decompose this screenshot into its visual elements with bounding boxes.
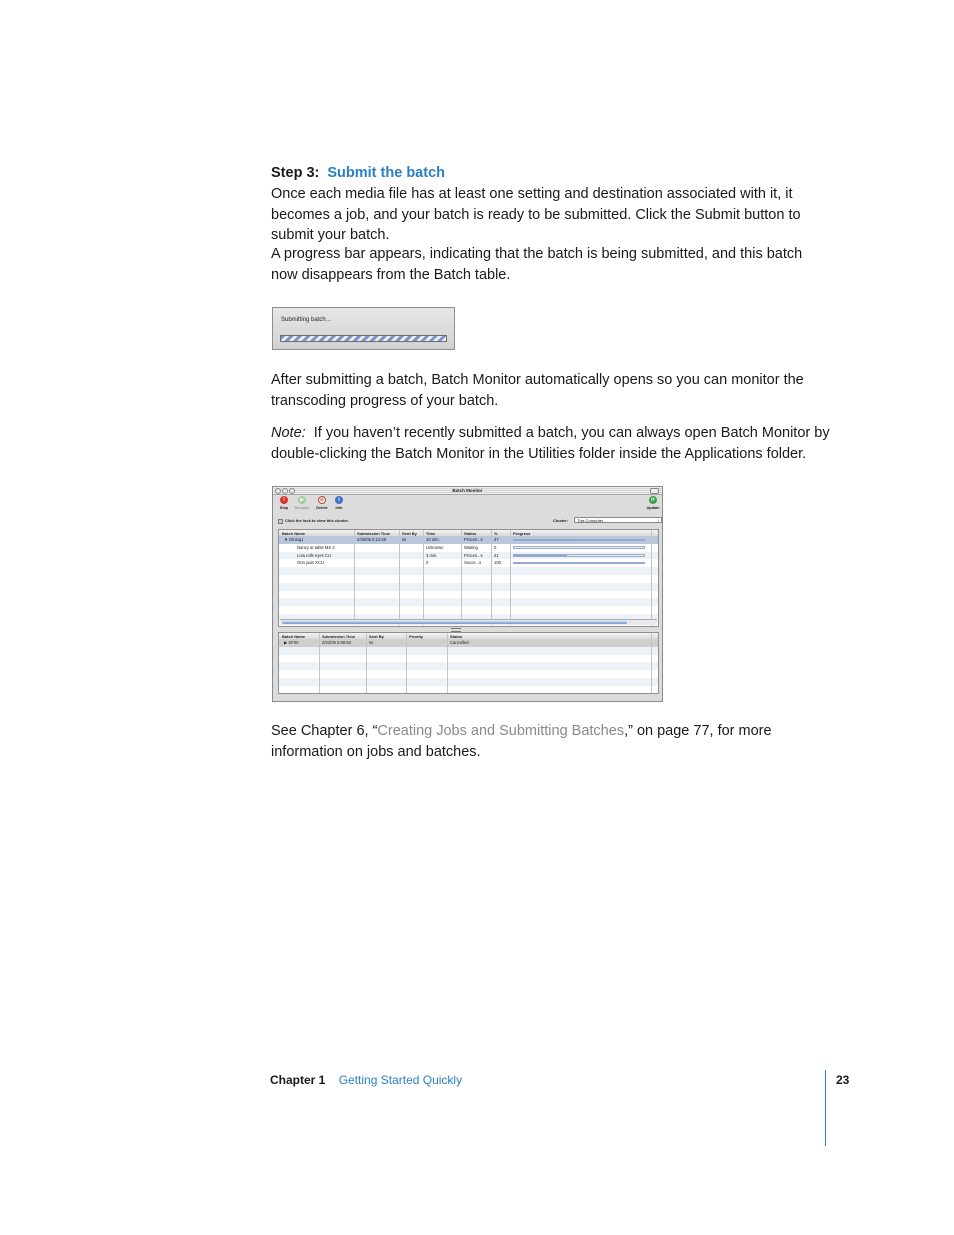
empty-row bbox=[279, 662, 658, 670]
submitting-dialog bbox=[272, 307, 455, 350]
empty-row bbox=[279, 647, 658, 655]
history-batch-table bbox=[278, 632, 659, 694]
empty-row bbox=[279, 575, 658, 583]
delete-button[interactable]: ⊘ Delete bbox=[316, 497, 328, 510]
submitting-label: Submitting batch… bbox=[281, 317, 332, 323]
cluster-select[interactable]: This Computer ↕ bbox=[574, 517, 662, 523]
cluster-label: Cluster: bbox=[553, 518, 569, 523]
note-label: Note: bbox=[271, 425, 306, 441]
step-paragraph-2: A progress bar appears, indicating that the batch is being submitted, and this batch now disappears from the Batch table. bbox=[271, 246, 803, 283]
update-button[interactable]: ⟳ Update bbox=[646, 497, 660, 510]
step-paragraph-1: Once each media file has at least one setting and destination associated with it, it becomes a job, and your batch is ready to be submitted. Click the Submit button to submit your batch. bbox=[271, 186, 801, 243]
note-paragraph: Note: If you haven’t recently submitted a batch, you can always open Batch Monitor by double-clicking the Batch Monitor in the Utilities folder inside the Applications folder. bbox=[271, 425, 830, 462]
chapter-title: Getting Started Quickly bbox=[338, 1073, 463, 1087]
cross-reference-link[interactable]: Creating Jobs and Submitting Batches bbox=[377, 723, 625, 739]
stop-button[interactable]: ! Stop bbox=[279, 497, 289, 510]
toolbar-toggle-icon[interactable] bbox=[650, 488, 659, 494]
stop-icon: ! bbox=[280, 496, 288, 504]
progress-bar bbox=[513, 562, 645, 565]
lock-message: Click the lock to view this cluster. bbox=[285, 518, 349, 523]
scrollbar-thumb[interactable] bbox=[282, 621, 627, 624]
table-row[interactable]: ▼ Dining1 2/26/05 5:12:56 ss 10 min. Proces...s 47 bbox=[279, 536, 658, 544]
empty-row bbox=[279, 606, 658, 614]
resume-button[interactable]: ▶ Resume bbox=[294, 497, 310, 510]
table-row[interactable]: Nancy at table MS 2 Unknown Waiting 0 bbox=[279, 544, 658, 552]
horizontal-scrollbar[interactable] bbox=[280, 619, 657, 625]
empty-row bbox=[279, 583, 658, 591]
info-button[interactable]: i Info bbox=[335, 497, 343, 510]
window-titlebar bbox=[273, 487, 662, 495]
window-title: Batch Monitor bbox=[452, 488, 483, 493]
submitting-progress-bar bbox=[280, 335, 447, 342]
empty-row bbox=[279, 686, 658, 694]
resume-icon: ▶ bbox=[298, 496, 306, 504]
progress-bar bbox=[513, 554, 645, 557]
table-row[interactable]: Lola rolls eyes CU 3 min. Proces...s 41 bbox=[279, 552, 658, 560]
empty-row bbox=[279, 678, 658, 686]
active-batch-table bbox=[278, 529, 659, 627]
chapter-number: Chapter 1 bbox=[270, 1073, 326, 1087]
footer-chapter bbox=[270, 1072, 462, 1088]
empty-row bbox=[279, 655, 658, 663]
page-number: 23 bbox=[836, 1073, 850, 1087]
step-prefix: Step 3: bbox=[271, 165, 320, 181]
delete-icon: ⊘ bbox=[319, 497, 325, 503]
step-heading bbox=[271, 163, 445, 183]
empty-row bbox=[279, 567, 658, 575]
step-title: Submit the batch bbox=[327, 165, 445, 181]
after-paragraph: After submitting a batch, Batch Monitor automatically opens so you can monitor the transcoding progress of your batch. bbox=[271, 372, 804, 409]
update-icon: ⟳ bbox=[650, 497, 656, 503]
table-row[interactable]: Oon pain XCU 0 Succe...s 100 bbox=[279, 559, 658, 567]
table-header: Batch Name Submission Time Sent By Priority Status bbox=[279, 633, 658, 640]
empty-row bbox=[279, 670, 658, 678]
select-arrows-icon: ↕ bbox=[657, 518, 659, 523]
progress-bar bbox=[513, 539, 645, 542]
footer-divider bbox=[825, 1070, 826, 1146]
progress-bar bbox=[513, 546, 645, 549]
see-also-paragraph: See Chapter 6, “Creating Jobs and Submitting Batches,” on page 77, for more information on jobs and batches. bbox=[271, 723, 772, 760]
table-row[interactable]: ▶ SF00 2/22/05 5:08:54 ss Cancelled bbox=[279, 639, 658, 647]
empty-row bbox=[279, 598, 658, 606]
lock-icon[interactable] bbox=[278, 519, 283, 524]
empty-row bbox=[279, 591, 658, 599]
cluster-bar bbox=[278, 517, 658, 525]
info-icon: i bbox=[335, 496, 343, 504]
table-header: Batch Name Submission Time Sent By Time Status % Progress bbox=[279, 530, 658, 537]
batch-monitor-window bbox=[272, 486, 663, 702]
